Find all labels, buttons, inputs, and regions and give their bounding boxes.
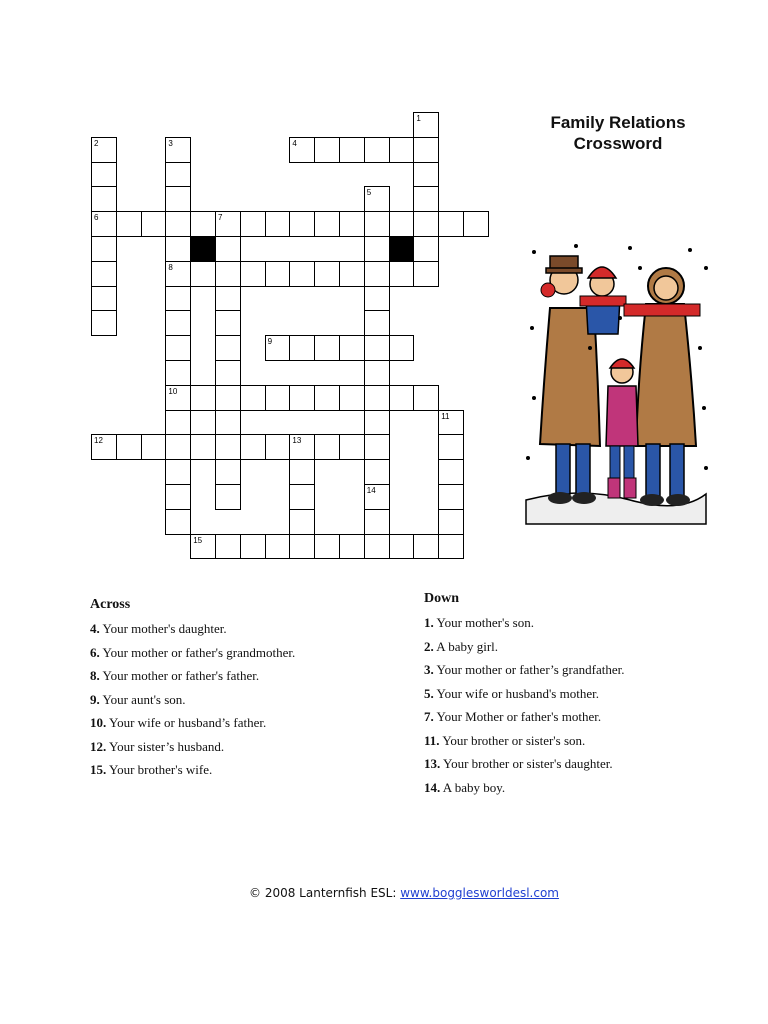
grid-cell[interactable] xyxy=(389,211,415,237)
grid-cell[interactable] xyxy=(314,335,340,361)
grid-cell[interactable] xyxy=(289,211,315,237)
grid-cell[interactable] xyxy=(364,410,390,436)
grid-cell[interactable] xyxy=(215,410,241,436)
clue-number-label: 4 xyxy=(292,138,297,148)
grid-cell[interactable] xyxy=(364,310,390,336)
grid-cell[interactable] xyxy=(438,509,464,535)
grid-cell[interactable] xyxy=(215,459,241,485)
clue-number-label: 12 xyxy=(94,436,103,446)
grid-cell[interactable] xyxy=(364,434,390,460)
clue-text: Your sister’s husband. xyxy=(106,738,225,754)
clue-item xyxy=(90,668,295,692)
grid-cell[interactable] xyxy=(438,484,464,510)
clue-number: 5. xyxy=(424,685,434,701)
clue-text: Your brother or sister's son. xyxy=(439,732,586,748)
grid-cell[interactable] xyxy=(364,286,390,312)
clue-number-label: 11 xyxy=(441,411,450,421)
grid-cell[interactable] xyxy=(413,162,439,188)
clue-number: 3. xyxy=(424,662,434,677)
clue-number: 13. xyxy=(424,756,441,771)
grid-cell[interactable] xyxy=(165,286,191,312)
clue-text: Your mother's son. xyxy=(433,615,534,630)
clue-number-label: 5 xyxy=(366,188,372,198)
grid-cell[interactable] xyxy=(215,335,241,361)
clue-number-label: 1 xyxy=(416,114,421,123)
grid-cell[interactable] xyxy=(91,286,117,312)
website-link[interactable]: www.bogglesworldesl.com xyxy=(400,886,559,900)
grid-cell[interactable] xyxy=(438,459,464,485)
grid-cell[interactable] xyxy=(289,459,315,485)
clue-text: A baby boy. xyxy=(440,779,506,795)
grid-cell[interactable] xyxy=(339,261,365,287)
clue-number: 15. xyxy=(90,762,107,777)
grid-cell[interactable] xyxy=(265,211,291,237)
grid-cell[interactable] xyxy=(289,335,315,361)
grid-cell[interactable] xyxy=(314,211,340,237)
grid-cell[interactable] xyxy=(215,534,241,560)
grid-cell[interactable] xyxy=(413,236,439,262)
grid-cell[interactable] xyxy=(165,360,191,386)
clue-item xyxy=(424,756,625,780)
grid-cell[interactable] xyxy=(240,261,266,287)
clue-text: Your brother's wife. xyxy=(106,762,213,777)
black-cell xyxy=(190,236,216,262)
grid-cell[interactable] xyxy=(240,434,266,460)
grid-cell[interactable] xyxy=(116,434,142,460)
grid-cell[interactable] xyxy=(165,310,191,336)
grid-cell[interactable] xyxy=(389,385,415,411)
clue-text: Your brother or sister's daughter. xyxy=(440,756,613,771)
clue-item xyxy=(90,739,295,763)
grid-cell[interactable] xyxy=(215,261,241,287)
grid-cell[interactable] xyxy=(413,137,439,163)
clue-item xyxy=(424,662,625,686)
grid-cell[interactable] xyxy=(265,261,291,287)
grid-cell[interactable] xyxy=(215,434,241,460)
grid-cell[interactable] xyxy=(289,509,315,535)
copyright-text: © 2008 Lanternfish ESL: xyxy=(249,886,401,900)
grid-cell[interactable] xyxy=(314,137,340,163)
clue-number: 10. xyxy=(90,715,107,730)
clue-number-label: 14 xyxy=(366,486,376,495)
grid-cell[interactable] xyxy=(91,310,117,336)
grid-cell[interactable] xyxy=(165,211,191,237)
grid-cell[interactable] xyxy=(314,534,340,560)
grid-cell[interactable] xyxy=(339,534,365,560)
grid-cell[interactable] xyxy=(215,385,241,411)
grid-cell[interactable] xyxy=(413,186,439,212)
grid-cell[interactable] xyxy=(91,236,117,262)
grid-cell[interactable] xyxy=(364,137,390,163)
grid-cell[interactable] xyxy=(364,459,390,485)
grid-cell[interactable] xyxy=(289,261,315,287)
grid-cell[interactable] xyxy=(165,410,191,436)
clue-number: 7. xyxy=(424,709,434,724)
clue-item xyxy=(424,733,625,757)
grid-cell[interactable] xyxy=(413,385,439,411)
grid-cell[interactable] xyxy=(215,484,241,510)
clue-text: Your aunt's son. xyxy=(99,691,186,707)
clue-number-label: 10 xyxy=(168,386,178,396)
grid-cell[interactable] xyxy=(165,434,191,460)
down-clues xyxy=(424,591,625,803)
across-heading: Across xyxy=(90,597,131,612)
clue-item xyxy=(90,692,295,716)
grid-cell[interactable] xyxy=(339,137,365,163)
grid-cell[interactable] xyxy=(339,335,365,361)
clue-text: Your wife or husband's mother. xyxy=(433,685,599,701)
clue-number-label: 6 xyxy=(94,213,99,223)
clue-item xyxy=(90,621,295,645)
clue-item xyxy=(90,715,295,739)
grid-cell[interactable] xyxy=(91,162,117,188)
clue-number-label: 8 xyxy=(168,262,173,272)
clue-number-label: 3 xyxy=(168,138,173,148)
grid-cell[interactable] xyxy=(190,261,216,287)
across-clues xyxy=(90,597,295,786)
clue-text: A baby girl. xyxy=(433,638,499,654)
grid-cell[interactable] xyxy=(165,186,191,212)
clue-number: 1. xyxy=(424,615,434,630)
clue-number: 8. xyxy=(90,668,100,683)
clue-number: 4. xyxy=(90,621,100,636)
grid-cell[interactable] xyxy=(438,534,464,560)
grid-cell[interactable] xyxy=(364,360,390,386)
grid-cell[interactable] xyxy=(165,459,191,485)
grid-cell[interactable] xyxy=(389,534,415,560)
grid-cell[interactable] xyxy=(364,335,390,361)
clue-text: Your wife or husband’s father. xyxy=(106,715,267,730)
footer xyxy=(0,886,768,900)
grid-cell[interactable] xyxy=(141,434,167,460)
clue-item xyxy=(424,780,625,804)
clue-number: 14. xyxy=(424,779,441,795)
grid-cell[interactable] xyxy=(265,434,291,460)
clue-number: 6. xyxy=(90,644,100,660)
grid-cell[interactable] xyxy=(413,211,439,237)
grid-cell[interactable] xyxy=(116,211,142,237)
page-title: Family Relations Crossword xyxy=(550,113,686,153)
grid-cell[interactable] xyxy=(364,261,390,287)
grid-cell[interactable] xyxy=(339,385,365,411)
grid-cell[interactable] xyxy=(364,534,390,560)
grid-cell[interactable] xyxy=(438,211,464,237)
grid-cell[interactable] xyxy=(190,434,216,460)
grid-cell[interactable] xyxy=(215,310,241,336)
grid-cell[interactable] xyxy=(165,236,191,262)
black-cell xyxy=(389,236,415,262)
grid-cell[interactable] xyxy=(165,335,191,361)
grid-cell[interactable] xyxy=(413,261,439,287)
clue-text: Your mother's daughter. xyxy=(99,621,227,636)
grid-cell[interactable] xyxy=(240,211,266,237)
clue-number: 2. xyxy=(424,638,434,654)
grid-cell[interactable] xyxy=(413,534,439,560)
grid-cell[interactable] xyxy=(364,211,390,237)
grid-cell[interactable] xyxy=(165,509,191,535)
clue-item xyxy=(424,709,625,733)
grid-cell[interactable] xyxy=(215,236,241,262)
clue-number-label: 15 xyxy=(193,535,203,545)
clue-item xyxy=(424,686,625,710)
grid-cell[interactable] xyxy=(364,385,390,411)
down-heading: Down xyxy=(424,591,460,606)
clue-item xyxy=(90,645,295,669)
clue-number-label: 2 xyxy=(94,138,99,148)
grid-cell[interactable] xyxy=(165,162,191,188)
grid-cell[interactable] xyxy=(339,434,365,460)
grid-cell[interactable] xyxy=(364,509,390,535)
grid-cell[interactable] xyxy=(364,236,390,262)
grid-cell[interactable] xyxy=(438,434,464,460)
winter-family-icon xyxy=(520,238,712,528)
clue-text: Your mother or father's grandmother. xyxy=(99,644,296,660)
clue-number-label: 9 xyxy=(267,337,273,347)
grid-cell[interactable] xyxy=(190,211,216,237)
grid-cell[interactable] xyxy=(463,211,489,237)
clue-number-label: 13 xyxy=(292,436,302,446)
clue-number: 9. xyxy=(90,691,100,707)
grid-cell[interactable] xyxy=(314,385,340,411)
grid-cell[interactable] xyxy=(265,534,291,560)
grid-cell[interactable] xyxy=(141,211,167,237)
clue-item xyxy=(424,615,625,639)
grid-cell[interactable] xyxy=(240,385,266,411)
grid-cell[interactable] xyxy=(165,484,191,510)
grid-cell[interactable] xyxy=(265,385,291,411)
grid-cell[interactable] xyxy=(240,534,266,560)
clue-item xyxy=(424,639,625,663)
clue-text: Your mother or father's father. xyxy=(99,668,260,683)
grid-cell[interactable] xyxy=(314,434,340,460)
grid-cell[interactable] xyxy=(91,186,117,212)
grid-cell[interactable] xyxy=(389,335,415,361)
clue-number: 11. xyxy=(424,732,440,748)
grid-cell[interactable] xyxy=(389,137,415,163)
grid-cell[interactable] xyxy=(190,385,216,411)
grid-cell[interactable] xyxy=(215,360,241,386)
grid-cell[interactable] xyxy=(289,484,315,510)
grid-cell[interactable] xyxy=(215,286,241,312)
grid-cell[interactable] xyxy=(289,534,315,560)
clue-number: 12. xyxy=(90,738,107,754)
clue-text: Your mother or father’s grandfather. xyxy=(433,662,625,677)
grid-cell[interactable] xyxy=(314,261,340,287)
grid-cell[interactable] xyxy=(389,261,415,287)
clue-item xyxy=(90,762,295,786)
grid-cell[interactable] xyxy=(289,385,315,411)
clue-number-label: 7 xyxy=(218,213,223,223)
clue-text: Your Mother or father's mother. xyxy=(433,709,602,724)
grid-cell[interactable] xyxy=(91,261,117,287)
grid-cell[interactable] xyxy=(339,211,365,237)
